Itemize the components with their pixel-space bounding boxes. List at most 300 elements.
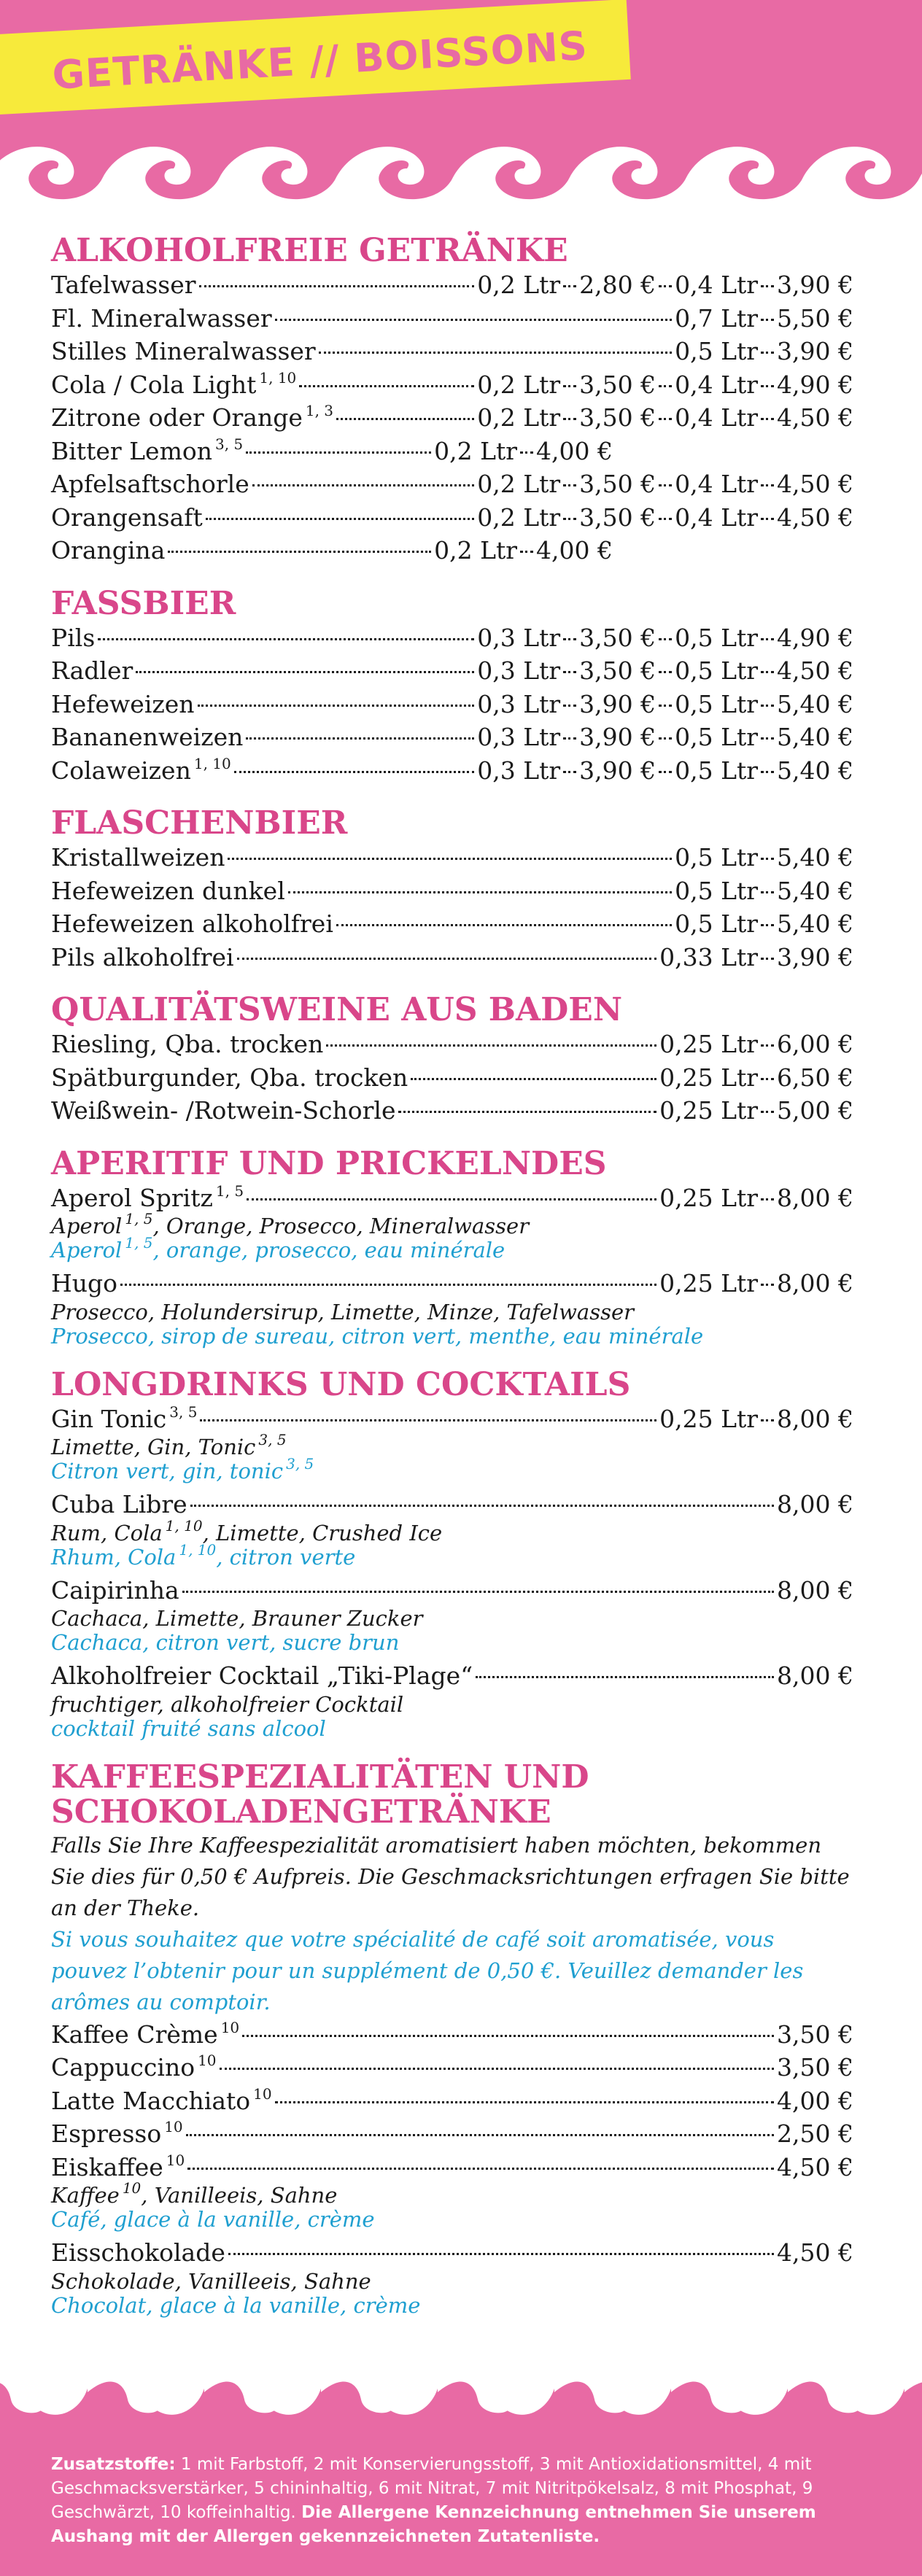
leader-dots <box>237 958 657 960</box>
size: 0,25 Ltr <box>659 1269 759 1297</box>
leader-dots <box>190 1505 774 1507</box>
leader-dots <box>299 385 474 387</box>
item-name <box>51 654 133 688</box>
item-name <box>51 1488 187 1521</box>
allergen-codes: 1, 5 <box>125 1234 153 1252</box>
description-de <box>51 1607 853 1631</box>
menu-item <box>51 1403 853 1436</box>
leader-dots <box>761 958 774 960</box>
description-text: Aperol <box>51 1214 123 1238</box>
leader-dots <box>563 771 576 773</box>
section-weine <box>51 993 853 1128</box>
item-label: Aperol Spritz <box>51 1183 213 1212</box>
item-name <box>51 2018 239 2052</box>
description-fr <box>51 1540 853 1570</box>
item-label: Hefeweizen <box>51 689 195 718</box>
leader-dots <box>659 737 672 740</box>
size: 0,5 Ltr <box>675 337 759 365</box>
menu-item <box>51 302 853 335</box>
small-price: 3,50 € <box>579 370 656 399</box>
large-size: 0,4 Ltr <box>675 370 759 399</box>
leader-dots <box>228 2253 774 2255</box>
allergen-codes: 10 <box>122 2179 142 2197</box>
leader-dots <box>563 285 576 287</box>
menu-item <box>51 907 853 941</box>
menu-item <box>51 1488 853 1521</box>
small-price: 4,00 € <box>536 436 613 465</box>
item-label: Caipirinha <box>51 1575 179 1605</box>
price: 6,00 € <box>777 1030 853 1058</box>
leader-dots <box>563 418 576 420</box>
leader-dots <box>120 1284 656 1286</box>
price: 8,00 € <box>777 1183 853 1212</box>
section-kaffee <box>51 1760 853 2318</box>
description-fr <box>51 2208 853 2232</box>
allergen-codes: 3, 5 <box>258 1431 287 1449</box>
leader-dots <box>336 924 672 926</box>
leader-dots <box>761 352 774 354</box>
price: 3,90 € <box>777 337 853 365</box>
leader-dots <box>411 1078 656 1080</box>
menu-item <box>51 1094 853 1128</box>
leader-dots <box>98 638 474 640</box>
section-title-line2: SCHOKOLADENGETRÄNKE <box>51 1793 551 1831</box>
leader-dots <box>563 705 576 707</box>
small-price: 3,50 € <box>579 403 656 432</box>
menu-item <box>51 534 853 567</box>
item-label: Radler <box>51 656 133 685</box>
small-size: 0,2 Ltr <box>434 436 518 465</box>
leader-dots <box>659 418 672 420</box>
small-size: 0,3 Ltr <box>477 623 561 652</box>
item-label: Gin Tonic <box>51 1404 167 1433</box>
item-label: Hefeweizen alkoholfrei <box>51 909 333 938</box>
description-rest: , citron verte <box>216 1544 356 1570</box>
allergen-codes: 10 <box>220 2018 240 2036</box>
leader-dots <box>220 2068 775 2070</box>
small-size: 0,3 Ltr <box>477 756 561 785</box>
item-name <box>51 907 333 941</box>
description-text: Chocolat, glace à la vanille, crème <box>51 2292 421 2318</box>
large-price: 4,90 € <box>777 370 853 399</box>
price: 5,40 € <box>777 876 853 905</box>
item-name <box>51 401 333 435</box>
leader-dots <box>659 285 672 287</box>
leader-dots <box>659 385 672 387</box>
leader-dots <box>761 638 774 640</box>
price: 3,90 € <box>777 942 853 971</box>
price: 6,50 € <box>777 1063 853 1092</box>
size: 0,7 Ltr <box>675 303 759 333</box>
menu-content <box>51 233 853 2337</box>
item-label: Eisschokolade <box>51 2238 225 2267</box>
menu-item <box>51 335 853 368</box>
description-fr <box>51 1717 853 1741</box>
large-price: 5,40 € <box>777 689 853 718</box>
section-longdrinks <box>51 1367 853 1741</box>
menu-item <box>51 2051 853 2084</box>
description-text: Schokolade, Vanilleeis, Sahne <box>51 2268 371 2294</box>
item-name <box>51 688 195 721</box>
description-de <box>51 1300 853 1324</box>
menu-item <box>51 435 853 468</box>
large-price: 5,40 € <box>777 723 853 751</box>
description-fr <box>51 2294 853 2318</box>
menu-item <box>51 841 853 874</box>
item-name <box>51 1267 117 1300</box>
item-name <box>51 1028 323 1061</box>
leader-dots <box>199 285 475 287</box>
leader-dots <box>563 671 576 673</box>
menu-item <box>51 2236 853 2270</box>
additives-label: Zusatzstoffe: <box>51 2455 176 2474</box>
leader-dots <box>275 319 672 321</box>
item-name <box>51 1061 408 1095</box>
menu-item <box>51 2117 853 2151</box>
leader-dots <box>761 705 774 707</box>
menu-item <box>51 501 853 535</box>
large-size: 0,5 Ltr <box>675 656 759 685</box>
small-price: 3,50 € <box>579 623 656 652</box>
large-price: 4,50 € <box>777 503 853 532</box>
allergen-note: Die Allergene Kennzeichnung entnehmen Sie unserem Aushang mit der Allergen gekennzeichneten Zutatenliste. <box>51 2503 816 2546</box>
allergen-codes: 1, 10 <box>193 754 231 772</box>
size: 0,25 Ltr <box>659 1030 759 1058</box>
small-size: 0,3 Ltr <box>477 723 561 751</box>
section-flaschenbier <box>51 806 853 974</box>
item-name <box>51 302 272 335</box>
leader-dots <box>761 924 774 926</box>
menu-item <box>51 1659 853 1693</box>
item-label: Eiskaffee <box>51 2152 163 2181</box>
item-name <box>51 468 249 501</box>
price: 3,50 € <box>777 2053 853 2082</box>
leader-dots <box>136 671 474 673</box>
allergen-codes: 3, 5 <box>169 1403 198 1421</box>
description-text: Prosecco, sirop de sureau, citron vert, menthe, eau minérale <box>51 1323 704 1349</box>
item-name <box>51 1094 395 1128</box>
size: 0,25 Ltr <box>659 1096 759 1125</box>
item-name <box>51 2051 217 2084</box>
item-label: Tafelwasser <box>51 271 196 299</box>
leader-dots <box>476 1676 774 1678</box>
leader-dots <box>252 484 474 486</box>
leader-dots <box>761 771 774 773</box>
leader-dots <box>563 385 576 387</box>
description-rest: , Orange, Prosecco, Mineralwasser <box>152 1214 530 1238</box>
item-name <box>51 1574 179 1607</box>
leader-dots <box>761 1078 774 1080</box>
allergen-codes: 3, 5 <box>286 1455 314 1473</box>
small-price: 3,50 € <box>579 470 656 498</box>
item-name <box>51 941 234 974</box>
allergen-codes: 10 <box>198 2052 217 2069</box>
large-price: 3,90 € <box>777 271 853 299</box>
leader-dots <box>761 1111 774 1113</box>
description-fr <box>51 1324 853 1349</box>
description-de <box>51 1693 853 1717</box>
item-name <box>51 435 243 468</box>
section-aperitif <box>51 1144 853 1349</box>
large-price: 5,40 € <box>777 756 853 785</box>
description-text: Aperol <box>51 1238 123 1262</box>
item-name <box>51 2084 272 2118</box>
section-title: ALKOHOLFREIE GETRÄNKE <box>51 232 568 269</box>
leader-dots <box>761 858 774 860</box>
size: 0,5 Ltr <box>675 843 759 872</box>
allergen-codes: 10 <box>164 2118 183 2135</box>
leader-dots <box>761 518 774 520</box>
large-size: 0,5 Ltr <box>675 756 759 785</box>
leader-dots <box>520 551 533 553</box>
leader-dots <box>288 891 672 893</box>
leader-dots <box>234 771 474 773</box>
leader-dots <box>182 1591 774 1593</box>
item-name <box>51 754 231 788</box>
item-name <box>51 2117 183 2151</box>
price: 8,00 € <box>777 1404 853 1433</box>
item-label: Bitter Lemon <box>51 436 212 465</box>
item-name <box>51 1659 473 1693</box>
description-text: Café, glace à la vanille, crème <box>51 2207 375 2232</box>
small-price: 3,90 € <box>579 689 656 718</box>
item-label: Riesling, Qba. trocken <box>51 1030 324 1058</box>
leader-dots <box>198 705 475 707</box>
description-de <box>51 1516 853 1545</box>
large-price: 4,50 € <box>777 470 853 498</box>
leader-dots <box>206 518 474 520</box>
large-size: 0,4 Ltr <box>675 503 759 532</box>
menu-item <box>51 2084 853 2118</box>
menu-item <box>51 688 853 721</box>
leader-dots <box>275 2101 774 2103</box>
price: 2,50 € <box>777 2119 853 2148</box>
leader-dots <box>319 352 672 354</box>
description-text: Citron vert, gin, tonic <box>51 1459 284 1483</box>
item-name <box>51 501 203 535</box>
menu-item <box>51 621 853 655</box>
size: 0,25 Ltr <box>659 1183 759 1212</box>
menu-item <box>51 1061 853 1095</box>
price: 8,00 € <box>777 1575 853 1605</box>
leader-dots <box>659 518 672 520</box>
small-size: 0,2 Ltr <box>477 271 561 299</box>
item-label: Hefeweizen dunkel <box>51 876 285 905</box>
menu-item <box>51 1028 853 1061</box>
allergen-codes: 3, 5 <box>214 435 244 453</box>
description-rest: , orange, prosecco, eau minérale <box>152 1238 505 1262</box>
item-name <box>51 2236 225 2270</box>
description-de <box>51 2179 853 2208</box>
small-size: 0,2 Ltr <box>434 536 518 565</box>
size: 0,33 Ltr <box>659 942 759 971</box>
leader-dots <box>336 418 474 420</box>
description-rest: , Vanilleeis, Sahne <box>141 2183 338 2208</box>
page-title: GETRÄNKE // BOISSONS <box>51 22 589 98</box>
item-label: Cuba Libre <box>51 1490 187 1518</box>
price: 4,50 € <box>777 2238 853 2267</box>
item-label: Kristallweizen <box>51 843 225 872</box>
small-size: 0,3 Ltr <box>477 689 561 718</box>
menu-item <box>51 1182 853 1215</box>
menu-item <box>51 368 853 402</box>
wave-ornament-bottom <box>0 2359 922 2440</box>
leader-dots <box>187 2168 774 2170</box>
leader-dots <box>659 705 672 707</box>
large-size: 0,4 Ltr <box>675 271 759 299</box>
section-title: FASSBIER <box>51 584 236 622</box>
large-size: 0,5 Ltr <box>675 623 759 652</box>
item-label: Hugo <box>51 1269 118 1297</box>
large-price: 4,50 € <box>777 403 853 432</box>
section-fassbier <box>51 586 853 788</box>
leader-dots <box>761 737 774 740</box>
menu-item <box>51 1574 853 1607</box>
section-title-line1: KAFFEESPEZIALITÄTEN UND <box>51 1758 589 1796</box>
item-label: Stilles Mineralwasser <box>51 337 316 365</box>
leader-dots <box>563 518 576 520</box>
allergen-codes: 1, 5 <box>215 1182 244 1200</box>
small-price: 3,50 € <box>579 503 656 532</box>
leader-dots <box>563 638 576 640</box>
menu-item <box>51 941 853 974</box>
flavor-note-de: Falls Sie Ihre Kaffeespezialität aromatisiert haben möchten, bekommen Sie dies für 0,50 € Aufpreis. Die Geschmacksrichtungen erfragen Sie bitte an der Theke. <box>51 1832 850 1920</box>
leader-dots <box>520 451 533 454</box>
menu-item <box>51 874 853 908</box>
small-size: 0,2 Ltr <box>477 470 561 498</box>
leader-dots <box>398 1111 656 1113</box>
leader-dots <box>659 484 672 486</box>
size: 0,25 Ltr <box>659 1404 759 1433</box>
leader-dots <box>761 1044 774 1047</box>
price: 5,50 € <box>777 303 853 333</box>
large-size: 0,4 Ltr <box>675 403 759 432</box>
description-fr <box>51 1234 853 1262</box>
leader-dots <box>242 2035 774 2037</box>
small-price: 3,90 € <box>579 723 656 751</box>
allergen-codes: 1, 10 <box>165 1516 203 1535</box>
item-name <box>51 1403 197 1436</box>
item-label: Weißwein- /Rotwein-Schorle <box>51 1096 396 1125</box>
description-text: Rum, Cola <box>51 1520 163 1545</box>
section-title: LONGDRINKS UND COCKTAILS <box>51 1365 631 1403</box>
leader-dots <box>659 771 672 773</box>
item-label: Fl. Mineralwasser <box>51 303 272 333</box>
allergen-codes: 10 <box>253 2084 272 2103</box>
leader-dots <box>761 385 774 387</box>
leader-dots <box>761 1419 774 1421</box>
price: 4,50 € <box>777 2152 853 2181</box>
item-label: Pils <box>51 623 96 652</box>
menu-item <box>51 2151 853 2184</box>
section-title: QUALITÄTSWEINE AUS BADEN <box>51 991 623 1028</box>
small-size: 0,2 Ltr <box>477 370 561 399</box>
small-size: 0,3 Ltr <box>477 656 561 685</box>
item-label: Pils alkoholfrei <box>51 942 234 971</box>
price: 8,00 € <box>777 1490 853 1518</box>
item-name <box>51 268 196 302</box>
item-label: Latte Macchiato <box>51 2086 251 2115</box>
size: 0,5 Ltr <box>675 909 759 938</box>
description-text: cocktail fruité sans alcool <box>51 1715 326 1741</box>
item-name <box>51 335 316 368</box>
price: 8,00 € <box>777 1661 853 1690</box>
description-fr <box>51 1455 853 1483</box>
leader-dots <box>246 451 431 454</box>
description-text: Cachaca, Limette, Brauner Zucker <box>51 1606 423 1631</box>
description-text: Limette, Gin, Tonic <box>51 1435 256 1459</box>
description-de <box>51 1210 853 1238</box>
description-de <box>51 2270 853 2294</box>
item-label: Zitrone oder Orange <box>51 403 303 432</box>
leader-dots <box>186 2134 774 2136</box>
section-title: APERITIF UND PRICKELNDES <box>51 1144 607 1182</box>
menu-item <box>51 721 853 754</box>
leader-dots <box>659 671 672 673</box>
large-size: 0,5 Ltr <box>675 689 759 718</box>
size: 0,5 Ltr <box>675 876 759 905</box>
small-size: 0,2 Ltr <box>477 403 561 432</box>
item-name <box>51 368 296 402</box>
menu-item <box>51 2018 853 2052</box>
leader-dots <box>228 858 672 860</box>
item-label: Spätburgunder, Qba. trocken <box>51 1063 408 1092</box>
leader-dots <box>761 484 774 486</box>
item-name <box>51 534 165 567</box>
item-label: Espresso <box>51 2119 162 2148</box>
description-text: Prosecco, Holundersirup, Limette, Minze, Tafelwasser <box>51 1299 635 1324</box>
price: 4,00 € <box>777 2086 853 2115</box>
description-text: fruchtiger, alkoholfreier Cocktail <box>51 1691 404 1717</box>
item-label: Apfelsaftschorle <box>51 470 249 498</box>
leader-dots <box>563 484 576 486</box>
large-price: 4,50 € <box>777 656 853 685</box>
leader-dots <box>247 1198 656 1200</box>
allergen-codes: 1, 10 <box>259 368 297 387</box>
price: 5,40 € <box>777 843 853 872</box>
wave-ornament-top <box>0 135 922 208</box>
item-label: Cappuccino <box>51 2053 195 2082</box>
leader-dots <box>246 737 474 740</box>
leader-dots <box>326 1044 656 1047</box>
description-de <box>51 1431 853 1459</box>
flavor-note-fr: Si vous souhaitez que votre spécialité de café soit aromatisée, vous pouvez l’obtenir pour un supplément de 0,50 €. Veuillez demander les arômes au comptoir. <box>51 1926 804 2014</box>
additives-list: 1 mit Farbstoff, 2 mit Konservierungsstoff, 3 mit Antioxidationsmittel, 4 mit Geschmacksverstärker, 5 chininhaltig, 6 mit Nitrat, 7 mit Nitritpökelsalz, 8 mit Phosphat, 9 Geschwärzt, 10 koffeinhaltig. <box>51 2455 813 2522</box>
large-price: 4,90 € <box>777 623 853 652</box>
leader-dots <box>761 1284 774 1286</box>
leader-dots <box>761 891 774 893</box>
description-text: Rhum, Cola <box>51 1544 177 1570</box>
menu-item <box>51 754 853 788</box>
item-label: Kaffee Crème <box>51 2020 218 2049</box>
item-name <box>51 841 225 874</box>
leader-dots <box>761 1198 774 1200</box>
allergen-codes: 1, 3 <box>305 402 334 419</box>
footer-band <box>0 2359 922 2576</box>
menu-item <box>51 468 853 501</box>
item-label: Bananenweizen <box>51 723 244 751</box>
item-label: Alkoholfreier Cocktail „Tiki-Plage“ <box>51 1661 473 1690</box>
leader-dots <box>563 737 576 740</box>
menu-item <box>51 268 853 302</box>
item-name <box>51 721 243 754</box>
small-price: 3,50 € <box>579 656 656 685</box>
description-text: Cachaca, citron vert, sucre brun <box>51 1630 400 1655</box>
leader-dots <box>659 638 672 640</box>
section-title: FLASCHENBIER <box>51 804 348 842</box>
leader-dots <box>168 551 431 553</box>
price: 5,40 € <box>777 909 853 938</box>
